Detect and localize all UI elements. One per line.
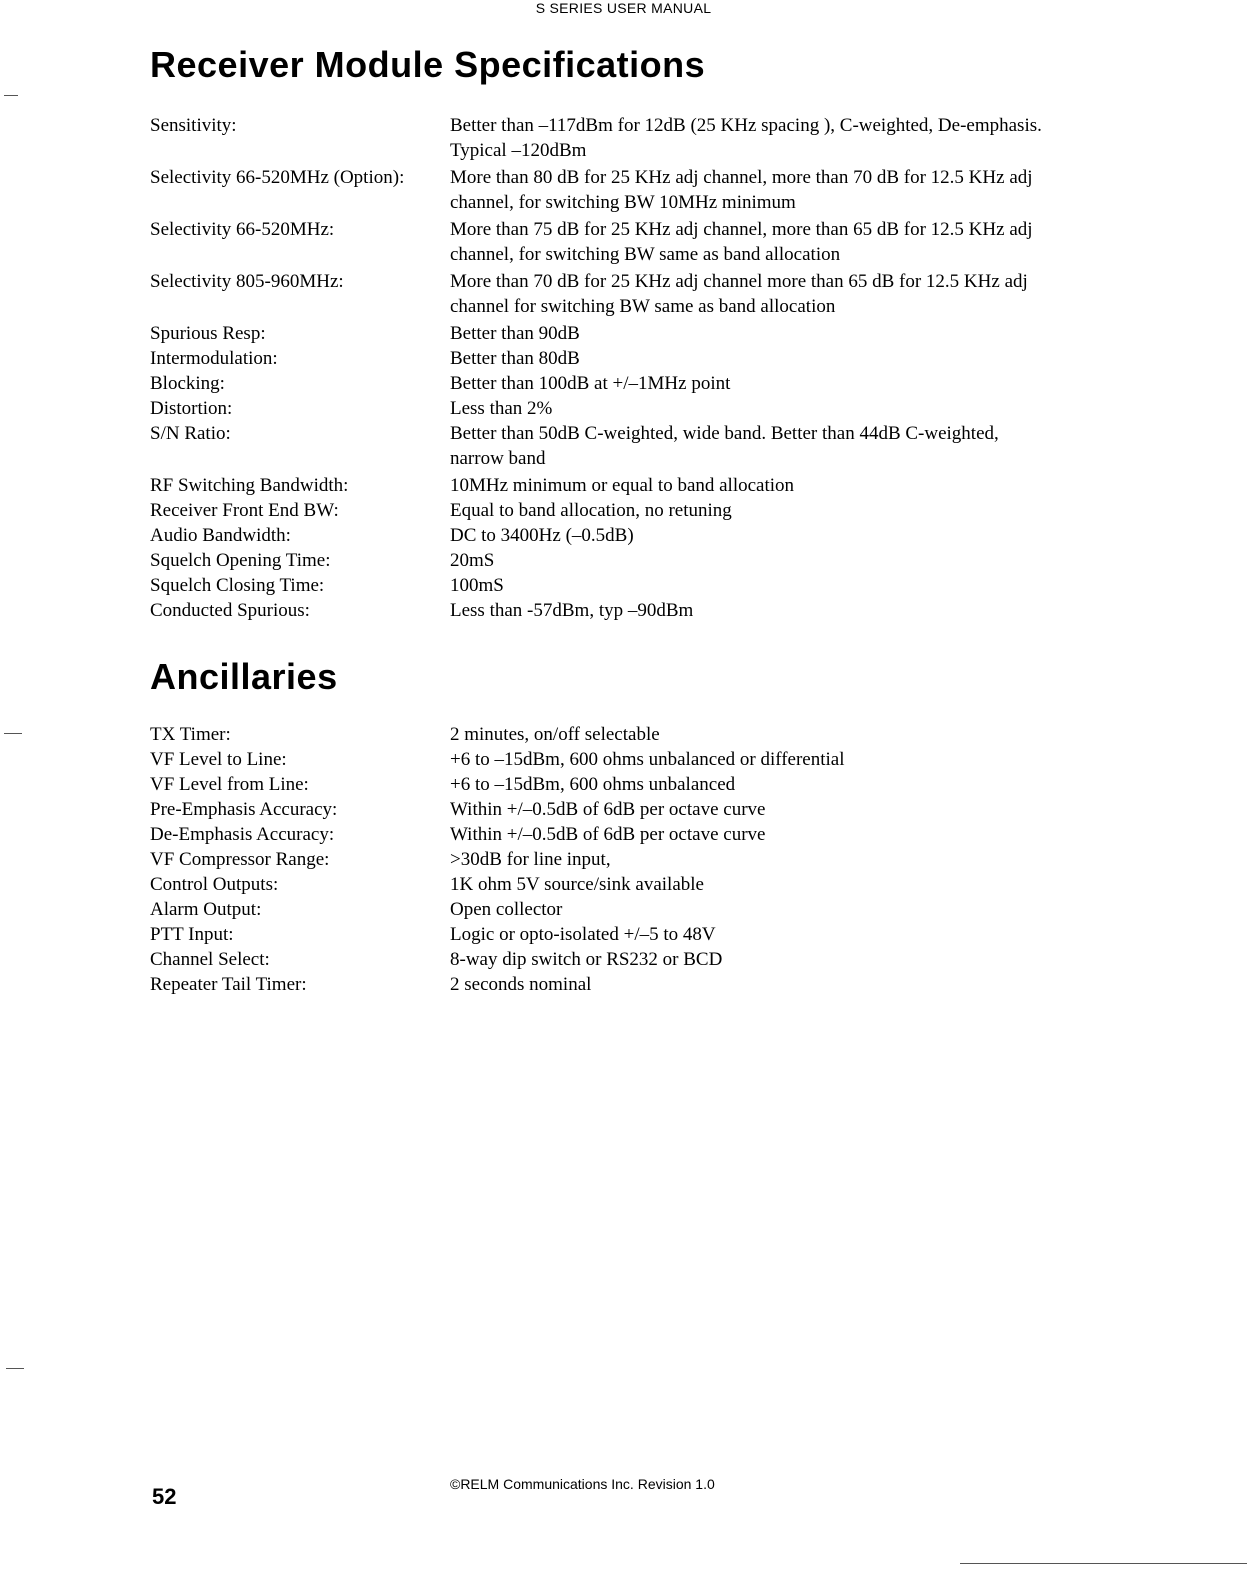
spec-value: Better than –117dBm for 12dB (25 KHz spacing ), C-weighted, De-emphasis. Typical –120dBm: [450, 115, 1042, 161]
spec-row: [150, 473, 1050, 498]
spec-row: [150, 972, 1050, 997]
spec-label: Repeater Tail Timer:: [150, 974, 307, 995]
spec-row: [150, 396, 1050, 421]
spec-label: VF Compressor Range:: [150, 849, 330, 870]
spec-label: RF Switching Bandwidth:: [150, 475, 349, 496]
spec-value: Better than 50dB C-weighted, wide band. Better than 44dB C-weighted, narrow band: [450, 423, 999, 469]
spec-label: Squelch Closing Time:: [150, 575, 325, 596]
spec-label: TX Timer:: [150, 724, 231, 745]
spec-row: [150, 722, 1050, 747]
spec-row: [150, 321, 1050, 346]
spec-row: [150, 498, 1050, 523]
spec-value: Within +/–0.5dB of 6dB per octave curve: [450, 824, 766, 845]
spec-row: [150, 523, 1050, 548]
spec-value: 20mS: [450, 550, 495, 571]
receiver-spec-table: [150, 113, 1050, 623]
spec-label: De-Emphasis Accuracy:: [150, 824, 335, 845]
scan-edge-line: [960, 1563, 1247, 1564]
spec-row: [150, 847, 1050, 872]
spec-row: [150, 165, 1050, 215]
spec-row: [150, 772, 1050, 797]
spec-row: [150, 947, 1050, 972]
spec-label: S/N Ratio:: [150, 423, 231, 444]
spec-row: [150, 872, 1050, 897]
spec-label: Spurious Resp:: [150, 323, 266, 344]
spec-label: Receiver Front End BW:: [150, 500, 339, 521]
ancillaries-heading: Ancillaries: [150, 656, 338, 697]
spec-row: [150, 371, 1050, 396]
scan-margin-mark: [4, 733, 22, 734]
spec-value: Better than 80dB: [450, 348, 580, 369]
spec-row: [150, 573, 1050, 598]
spec-value: Logic or opto-isolated +/–5 to 48V: [450, 924, 716, 945]
spec-label: PTT Input:: [150, 924, 234, 945]
scan-margin-mark: [4, 95, 18, 96]
spec-value: 10MHz minimum or equal to band allocation: [450, 475, 795, 496]
spec-label: Squelch Opening Time:: [150, 550, 331, 571]
spec-value: Better than 90dB: [450, 323, 580, 344]
spec-value: Less than 2%: [450, 398, 553, 419]
spec-label: Alarm Output:: [150, 899, 262, 920]
spec-row: [150, 346, 1050, 371]
spec-label: Blocking:: [150, 373, 225, 394]
copyright-notice: ©RELM Communications Inc. Revision 1.0: [450, 1476, 715, 1492]
spec-row: [150, 548, 1050, 573]
spec-row: [150, 922, 1050, 947]
spec-value: +6 to –15dBm, 600 ohms unbalanced: [450, 774, 736, 795]
spec-label: Channel Select:: [150, 949, 270, 970]
spec-value: Less than -57dBm, typ –90dBm: [450, 600, 694, 621]
spec-row: [150, 822, 1050, 847]
spec-value: 2 minutes, on/off selectable: [450, 724, 660, 745]
spec-value: 100mS: [450, 575, 504, 596]
spec-row: [150, 421, 1050, 471]
spec-value: Open collector: [450, 899, 563, 920]
spec-value: More than 80 dB for 25 KHz adj channel, more than 70 dB for 12.5 KHz adj channel, for switching BW 10MHz minimum: [450, 167, 1033, 213]
spec-value: >30dB for line input,: [450, 849, 611, 870]
spec-label: Pre-Emphasis Accuracy:: [150, 799, 338, 820]
spec-label: VF Level from Line:: [150, 774, 309, 795]
spec-value: DC to 3400Hz (–0.5dB): [450, 525, 634, 546]
page-number: 52: [152, 1484, 177, 1509]
receiver-specs-heading: Receiver Module Specifications: [150, 44, 706, 85]
spec-value: 8-way dip switch or RS232 or BCD: [450, 949, 723, 970]
spec-row: [150, 797, 1050, 822]
spec-row: [150, 598, 1050, 623]
spec-label: Conducted Spurious:: [150, 600, 310, 621]
spec-row: [150, 113, 1050, 163]
ancillaries-spec-table: [150, 722, 1050, 997]
running-header: S SERIES USER MANUAL: [535, 0, 712, 16]
spec-label: Distortion:: [150, 398, 233, 419]
spec-label: Selectivity 805-960MHz:: [150, 271, 344, 292]
spec-value: Equal to band allocation, no retuning: [450, 500, 732, 521]
spec-value: +6 to –15dBm, 600 ohms unbalanced or differential: [450, 749, 845, 770]
spec-row: [150, 217, 1050, 267]
spec-value: More than 75 dB for 25 KHz adj channel, more than 65 dB for 12.5 KHz adj channel, for switching BW same as band allocation: [450, 219, 1033, 265]
spec-value: More than 70 dB for 25 KHz adj channel more than 65 dB for 12.5 KHz adj channel for switching BW same as band allocation: [450, 271, 1028, 317]
spec-label: VF Level to Line:: [150, 749, 287, 770]
spec-value: Better than 100dB at +/–1MHz point: [450, 373, 731, 394]
spec-label: Selectivity 66-520MHz (Option):: [150, 167, 405, 188]
spec-label: Intermodulation:: [150, 348, 278, 369]
spec-row: [150, 897, 1050, 922]
spec-value: Within +/–0.5dB of 6dB per octave curve: [450, 799, 766, 820]
scan-margin-mark: [6, 1368, 24, 1369]
spec-label: Selectivity 66-520MHz:: [150, 219, 335, 240]
spec-label: Control Outputs:: [150, 874, 279, 895]
spec-value: 2 seconds nominal: [450, 974, 592, 995]
spec-label: Sensitivity:: [150, 115, 237, 136]
spec-value: 1K ohm 5V source/sink available: [450, 874, 704, 895]
spec-row: [150, 747, 1050, 772]
spec-label: Audio Bandwidth:: [150, 525, 291, 546]
spec-row: [150, 269, 1050, 319]
